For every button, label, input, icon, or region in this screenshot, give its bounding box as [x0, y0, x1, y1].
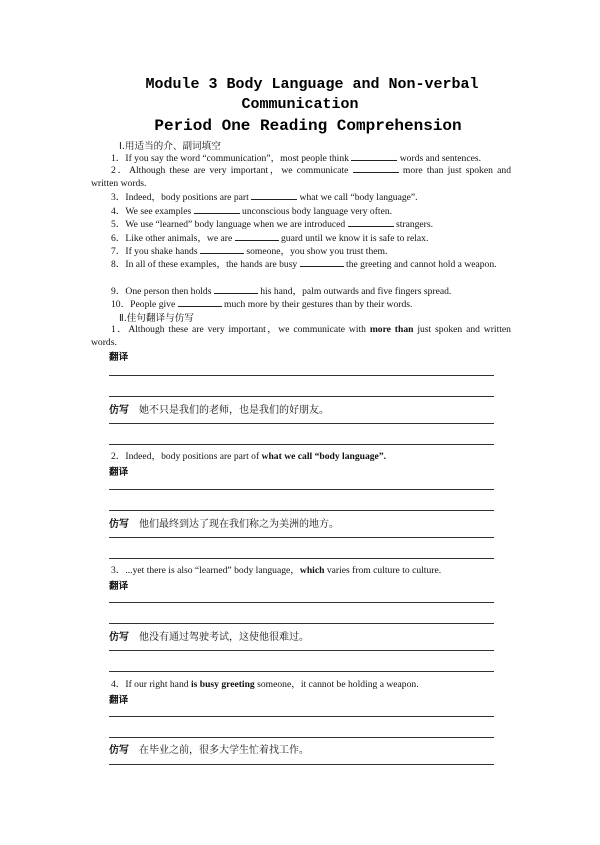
answer-line[interactable] [109, 537, 494, 538]
fill-item-10: 10．People give much more by their gestures than by their words. [111, 299, 413, 310]
translate-label: 翻译 [109, 695, 129, 706]
answer-blank[interactable] [235, 231, 279, 241]
sentence-3: 3．...yet there is also “learned” body language，which varies from culture to culture. [111, 565, 442, 576]
answer-line[interactable] [109, 444, 494, 445]
imitate-4: 仿写 在毕业之前，很多大学生忙着找工作。 [109, 745, 309, 756]
answer-blank[interactable] [214, 284, 258, 294]
answer-line[interactable] [109, 375, 494, 376]
answer-line[interactable] [109, 737, 494, 738]
title-line-1: Module 3 Body Language and Non-verbal [145, 76, 479, 93]
fill-item-2: 2．Although these are very important，we communicate more than just spoken and written words. [91, 165, 511, 189]
fill-item-3: 3．Indeed，body positions are part what we call “body language”. [111, 192, 418, 203]
fill-item-9: 9．One person then holds his hand，palm outwards and five fingers spread. [111, 286, 452, 297]
answer-line[interactable] [109, 650, 494, 651]
imitate-3: 仿写 他没有通过驾驶考试，这使他很难过。 [109, 632, 309, 643]
translate-label: 翻译 [109, 467, 129, 478]
answer-blank[interactable] [348, 217, 394, 227]
answer-blank[interactable] [300, 257, 344, 267]
imitate-1: 仿写 她不只是我们的老师，也是我们的好朋友。 [109, 405, 329, 416]
answer-line[interactable] [109, 602, 494, 603]
answer-blank[interactable] [353, 163, 399, 173]
translate-label: 翻译 [109, 352, 129, 363]
section-2-heading: Ⅱ.佳句翻译与仿写 [119, 313, 194, 324]
section-1-heading: Ⅰ.用适当的介、副词填空 [119, 141, 221, 152]
answer-blank[interactable] [251, 190, 297, 200]
fill-item-6: 6．Like other animals，we are guard until we know it is safe to relax. [111, 233, 429, 244]
sentence-1: 1．Although these are very important，we communicate with more than just spoken and written words. [91, 324, 511, 348]
fill-item-5: 5．We use “learned” body language when we are introduced strangers. [111, 219, 434, 230]
fill-item-4: 4．We see examples unconscious body language very often. [111, 206, 393, 217]
title-line-2: Communication [241, 96, 359, 113]
sentence-2: 2．Indeed，body positions are part of what we call “body language”. [111, 451, 387, 462]
answer-blank[interactable] [351, 151, 397, 161]
answer-line[interactable] [109, 489, 494, 490]
answer-line[interactable] [109, 510, 494, 511]
answer-line[interactable] [109, 671, 494, 672]
fill-item-1: 1．If you say the word “communication”，most people think words and sentences. [111, 153, 481, 164]
title-line-3: Period One Reading Comprehension [154, 117, 462, 135]
answer-blank[interactable] [194, 204, 240, 214]
answer-blank[interactable] [178, 297, 222, 307]
translate-label: 翻译 [109, 581, 129, 592]
answer-line[interactable] [109, 716, 494, 717]
imitate-2: 仿写 他们最终到达了现在我们称之为美洲的地方。 [109, 519, 339, 530]
answer-line[interactable] [109, 623, 494, 624]
answer-line[interactable] [109, 764, 494, 765]
fill-item-7: 7．If you shake hands someone，you show you trust them. [111, 246, 388, 257]
answer-line[interactable] [109, 396, 494, 397]
answer-line[interactable] [109, 423, 494, 424]
answer-line[interactable] [109, 558, 494, 559]
sentence-4: 4．If our right hand is busy greeting someone，it cannot be holding a weapon. [111, 679, 419, 690]
answer-blank[interactable] [200, 244, 244, 254]
fill-item-8: 8．In all of these examples，the hands are busy the greeting and cannot hold a weapon. [111, 259, 497, 270]
